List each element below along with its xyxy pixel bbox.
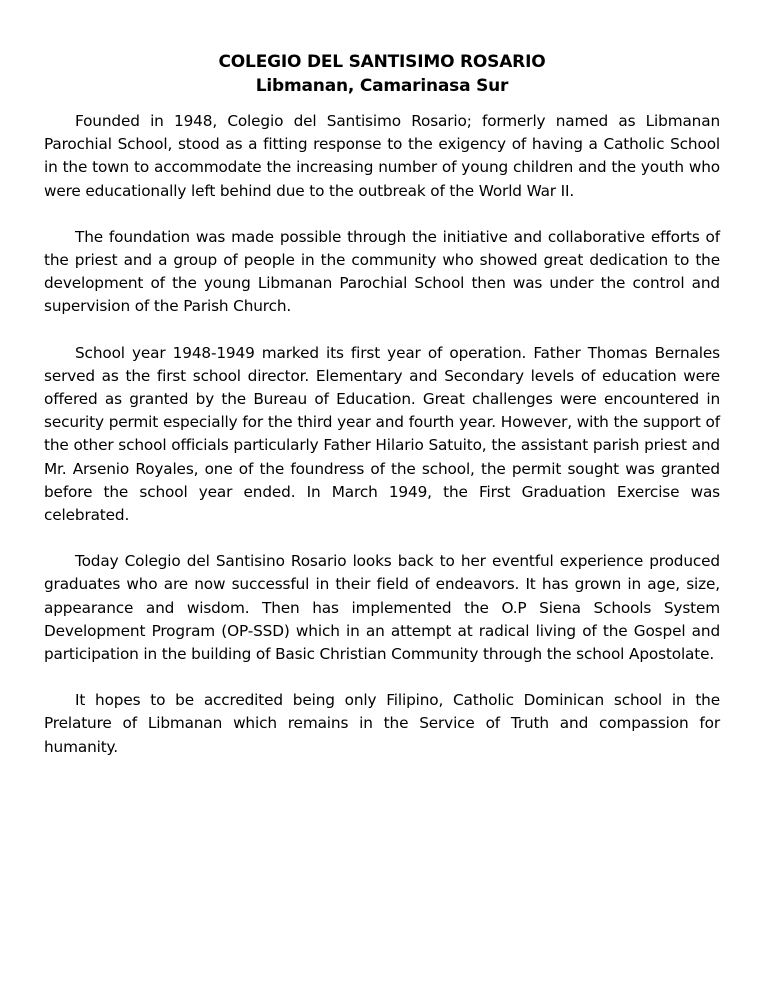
paragraph-founding: Founded in 1948, Colegio del Santisimo Rosario; formerly named as Libmanan Parochial School, stood as a fitting response to the exigency of having a Catholic School in the town to accommodate the increasing number of young children and the youth who were educationally left behind due to the outbreak of the World War II.: [44, 112, 720, 200]
document-page: [44, 50, 720, 782]
paragraph-today: Today Colegio del Santisino Rosario looks back to her eventful experience produced graduates who are now successful in their field of endeavors. It has grown in age, size, appearance and wisdom. Then has implemented the O.P Siena Schools System Development Program (OP-SSD) which in an attempt at radical living of the Gospel and participation in the building of Basic Christian Community through the school Apostolate.: [44, 552, 720, 664]
paragraph-first-year: School year 1948-1949 marked its first year of operation. Father Thomas Bernales served as the first school director. Elementary and Secondary levels of education were offered as granted by the Bureau of Education. Great challenges were encountered in security permit especially for the third year and fourth year. However, with the support of the other school officials particularly Father Hilario Satuito, the assistant parish priest and Mr. Arsenio Royales, one of the foundress of the school, the permit sought was granted before the school year ended. In March 1949, the First Graduation Exercise was celebrated.: [44, 343, 720, 525]
document-title: COLEGIO DEL SANTISIMO ROSARIO: [218, 52, 546, 72]
paragraph-foundation: The foundation was made possible through the initiative and collaborative efforts of the priest and a group of people in the community who showed great dedication to the development of the young Libmanan Parochial School then was under the control and supervision of the Parish Church.: [44, 227, 720, 316]
document-subtitle: Libmanan, Camarinasa Sur: [255, 76, 509, 96]
paragraph-accreditation: It hopes to be accredited being only Filipino, Catholic Dominican school in the Prelature of Libmanan which remains in the Service of Truth and compassion for humanity.: [44, 691, 720, 756]
